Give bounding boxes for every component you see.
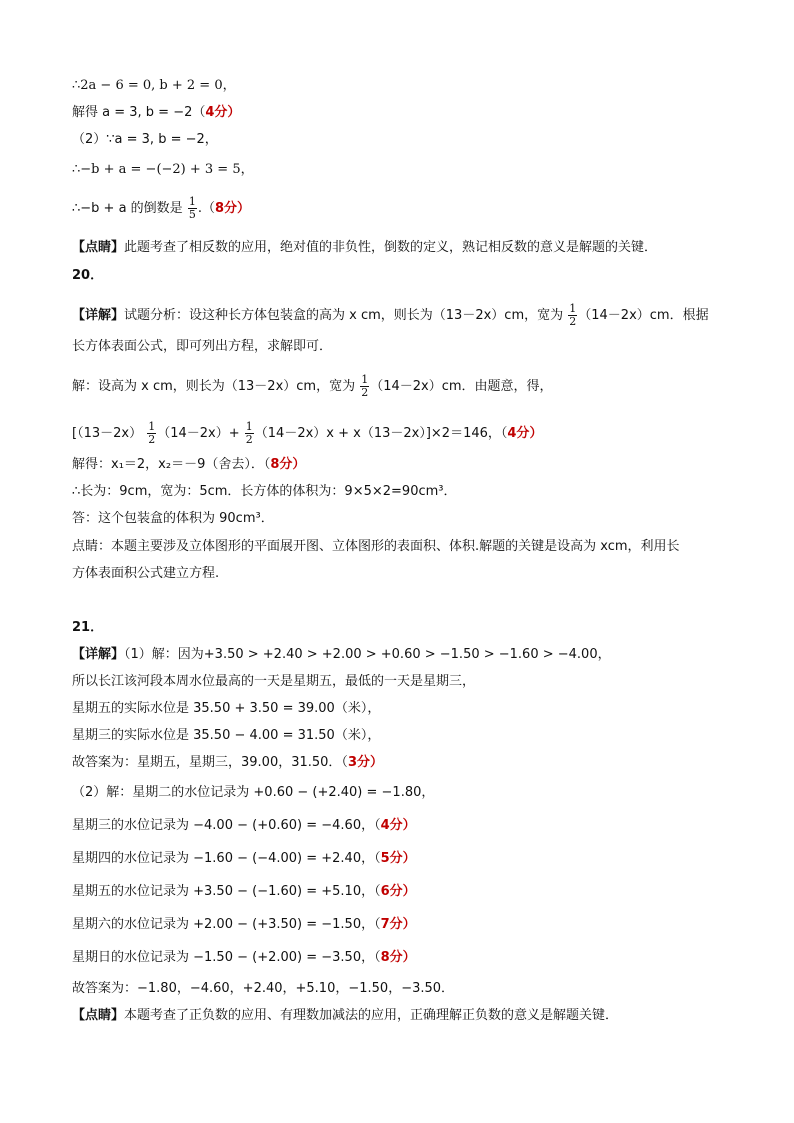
score-mark: 3分	[347, 755, 370, 770]
answer-line: 答：这个包装盒的体积为 90cm³．	[72, 511, 274, 526]
part2-line: （2）∵a = 3, b = −2，	[72, 132, 218, 147]
score-mark: 8分	[214, 201, 237, 216]
comment-line	[72, 240, 657, 256]
detail-tag: 【详解】	[72, 647, 125, 662]
wednesday-record: 星期三的水位记录为 −4.00 − (+0.60) = −4.60，（4分）	[72, 818, 416, 833]
solve-text: 解得 a = 3, b = −2（	[72, 105, 206, 120]
fraction-one-half: $\frac{1}{2}$	[569, 302, 577, 328]
compare-line: 【详解】（1）解：因为+3.50 > +2.40 > +2.00 > +0.60 > −1.50 > −1.60 > −4.00，	[72, 647, 611, 662]
detail-tag: 【详解】	[72, 308, 125, 323]
sunday-record: 星期日的水位记录为 −1.50 − (+2.00) = −3.50，（8分）	[72, 950, 416, 965]
question-number-21: 21．	[72, 620, 104, 635]
conclusion-line: 所以长江该河段本周水位最高的一天是星期五，最低的一天是星期三，	[72, 674, 476, 689]
fraction-one-fifth: $\frac{1}{5}$	[188, 195, 196, 221]
dimensions-line: ∴长为：9cm，宽为：5cm．长方体的体积为：9×5×2=90cm³．	[72, 484, 457, 499]
solution-setup: 解：设高为 x cm，则长为（13－2x）cm，宽为 $\frac{1}{2}$ （14－2x）cm．由题意，得，	[72, 373, 553, 399]
fraction-one-half: $\frac{1}{2}$	[361, 373, 369, 399]
reciprocal-line: ∴−b + a 的倒数是 $\frac{1}{5}$ .（8分）	[72, 195, 251, 221]
tuesday-record: （2）解：星期二的水位记录为 +0.60 − (+2.40) = −1.80，	[72, 785, 435, 800]
wednesday-level: 星期三的实际水位是 35.50 − 4.00 = 31.50（米），	[72, 728, 381, 743]
score-mark: 8分	[380, 950, 403, 965]
friday-level: 星期五的实际水位是 35.50 + 3.50 = 39.00（米），	[72, 701, 381, 716]
fraction-one-half: $\frac{1}{2}$	[245, 420, 253, 446]
step-equation: ∴2a − 6 = 0, b + 2 = 0，	[72, 78, 236, 93]
analysis-line: 【详解】试题分析：设这种长方体包装盒的高为 x cm，则长为（13－2x）cm，宽为 $\frac{1}{2}$ （14－2x）cm．根据	[72, 302, 709, 328]
tip-line-continued: 方体表面积公式建立方程.	[72, 566, 220, 581]
reciprocal-text: ∴−b + a 的倒数是	[72, 201, 183, 216]
fraction-one-half: $\frac{1}{2}$	[148, 420, 156, 446]
comment-line	[72, 1008, 618, 1024]
comment-text: 本题考查了正负数的应用、有理数加减法的应用，正确理解正负数的意义是解题关键．	[124, 1008, 619, 1023]
friday-record: 星期五的水位记录为 +3.50 − (−1.60) = +5.10，（6分）	[72, 884, 416, 899]
equation-line: [（13－2x） $\frac{1}{2}$ （14－2x）+ $\frac{1}{2}$ （14－2x）x + x（13－2x）]×2＝146，（4分）	[72, 420, 543, 446]
tip-line: 点睛：本题主要涉及立体图形的平面展开图、立体图形的表面积、体积.解题的关键是设高为 xcm，利用长	[72, 539, 680, 554]
score-mark: 8分	[270, 457, 293, 472]
comment-text: 此题考查了相反数的应用，绝对值的非负性，倒数的定义，熟记相反数的意义是解题的关键．	[124, 240, 658, 255]
calc-line: ∴−b + a = −(−2) + 3 = 5，	[72, 162, 254, 177]
score-paren: ）	[227, 105, 241, 120]
answer-part2: 故答案为：−1.80，−4.60，+2.40，+5.10，−1.50，−3.50．	[72, 981, 455, 996]
roots-line: 解得：x₁＝2，x₂＝－9（舍去）．（8分）	[72, 457, 306, 472]
saturday-record: 星期六的水位记录为 +2.00 − (+3.50) = −1.50，（7分）	[72, 917, 416, 932]
score-mark: 4分	[380, 818, 403, 833]
score-mark: 4分	[205, 105, 228, 120]
score-mark: 6分	[380, 884, 403, 899]
thursday-record: 星期四的水位记录为 −1.60 − (−4.00) = +2.40，（5分）	[72, 851, 416, 866]
score-mark: 4分	[507, 426, 530, 441]
analysis-continued: 长方体表面公式，即可列出方程，求解即可．	[72, 339, 333, 354]
score-mark: 5分	[380, 851, 403, 866]
comment-tag: 【点睛】	[72, 240, 125, 255]
score-mark: 7分	[380, 917, 403, 932]
solve-line	[72, 105, 240, 121]
comment-tag: 【点睛】	[72, 1008, 125, 1023]
question-number-20: 20．	[72, 268, 104, 283]
answer-part1: 故答案为：星期五，星期三，39.00，31.50．（3分）	[72, 755, 383, 770]
